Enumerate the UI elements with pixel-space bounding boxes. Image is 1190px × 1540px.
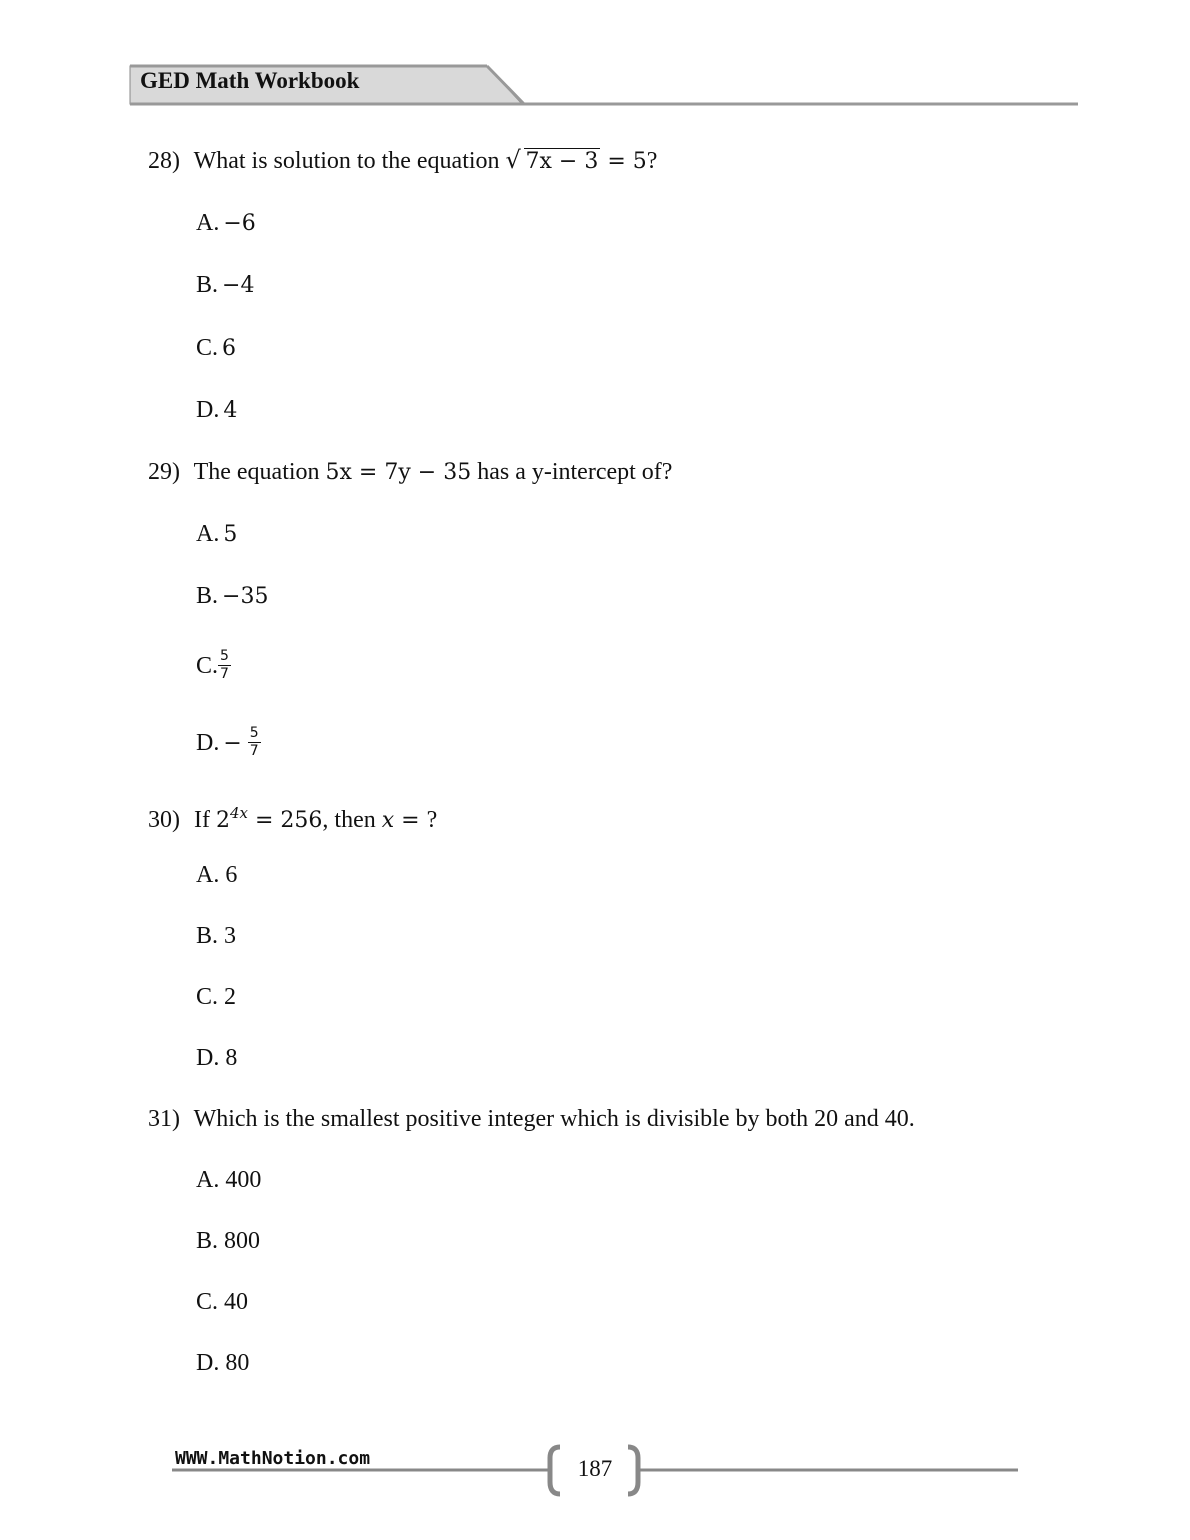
option-letter: D.: [196, 397, 220, 423]
footer-website: WWW.MathNotion.com: [175, 1448, 371, 1469]
option-letter: B.: [196, 923, 219, 949]
question-number: 30): [148, 807, 180, 833]
power-exponent: 4x: [229, 804, 248, 822]
option-letter: C.: [196, 984, 219, 1010]
question-end: ?: [646, 148, 658, 174]
option-letter: D.: [196, 730, 220, 757]
option-value: −6: [223, 211, 256, 236]
radical-sign-icon: √: [505, 146, 521, 174]
question-text-mid: , then: [322, 807, 382, 833]
question-number: 28): [148, 148, 180, 174]
variable-expression: x =: [381, 808, 427, 833]
option-letter: C.: [196, 653, 219, 680]
fraction-numerator: 5: [249, 725, 259, 741]
option-letter: A.: [196, 1167, 220, 1193]
option-value: 800: [224, 1228, 261, 1254]
option-letter: D.: [196, 1045, 220, 1071]
option-letter: A.: [196, 521, 220, 547]
option-value: 400: [225, 1167, 262, 1193]
fraction-denominator: 7: [249, 743, 259, 759]
question-text: Which is the smallest positive integer which is divisible by both 20 and 40.: [193, 1106, 915, 1132]
fraction-denominator: 7: [220, 666, 229, 682]
radicand: 7x − 3: [525, 149, 599, 174]
option-letter: D.: [196, 1350, 220, 1376]
question-text: The equation: [193, 459, 326, 485]
option-letter: B.: [196, 583, 219, 609]
page-number: 187: [577, 1456, 613, 1481]
option-value: 6: [225, 862, 238, 888]
option-sign: −: [223, 731, 242, 757]
option-letter: B.: [196, 1228, 219, 1254]
question-number: 29): [148, 459, 180, 485]
option-value: 80: [225, 1350, 250, 1376]
option-value: 40: [224, 1289, 249, 1315]
option-letter: B.: [196, 272, 219, 298]
power-base: 2: [215, 808, 230, 833]
header-title: GED Math Workbook: [140, 68, 360, 93]
question-text: What is solution to the equation: [193, 148, 506, 174]
fraction-numerator: 5: [220, 648, 229, 664]
option-value: 3: [224, 923, 237, 949]
option-letter: C.: [196, 335, 219, 361]
equation: 5x = 7y − 35: [325, 460, 472, 485]
option-value: 8: [225, 1045, 238, 1071]
option-value: −4: [222, 273, 255, 298]
question-end: ?: [426, 807, 438, 833]
option-value: 5: [223, 522, 238, 547]
option-value: 2: [224, 984, 237, 1010]
option-value: 6: [222, 336, 237, 361]
option-letter: A.: [196, 210, 220, 236]
question-number: 31): [148, 1106, 180, 1132]
question-text: If: [194, 807, 216, 833]
equation-rhs: = 5: [600, 149, 647, 174]
option-letter: C.: [196, 1289, 219, 1315]
equation-rhs: = 256: [248, 808, 323, 833]
option-value: −35: [222, 584, 269, 609]
question-text-end: has a y-intercept of?: [471, 459, 673, 485]
option-letter: A.: [196, 862, 220, 888]
option-value: 4: [223, 398, 238, 423]
